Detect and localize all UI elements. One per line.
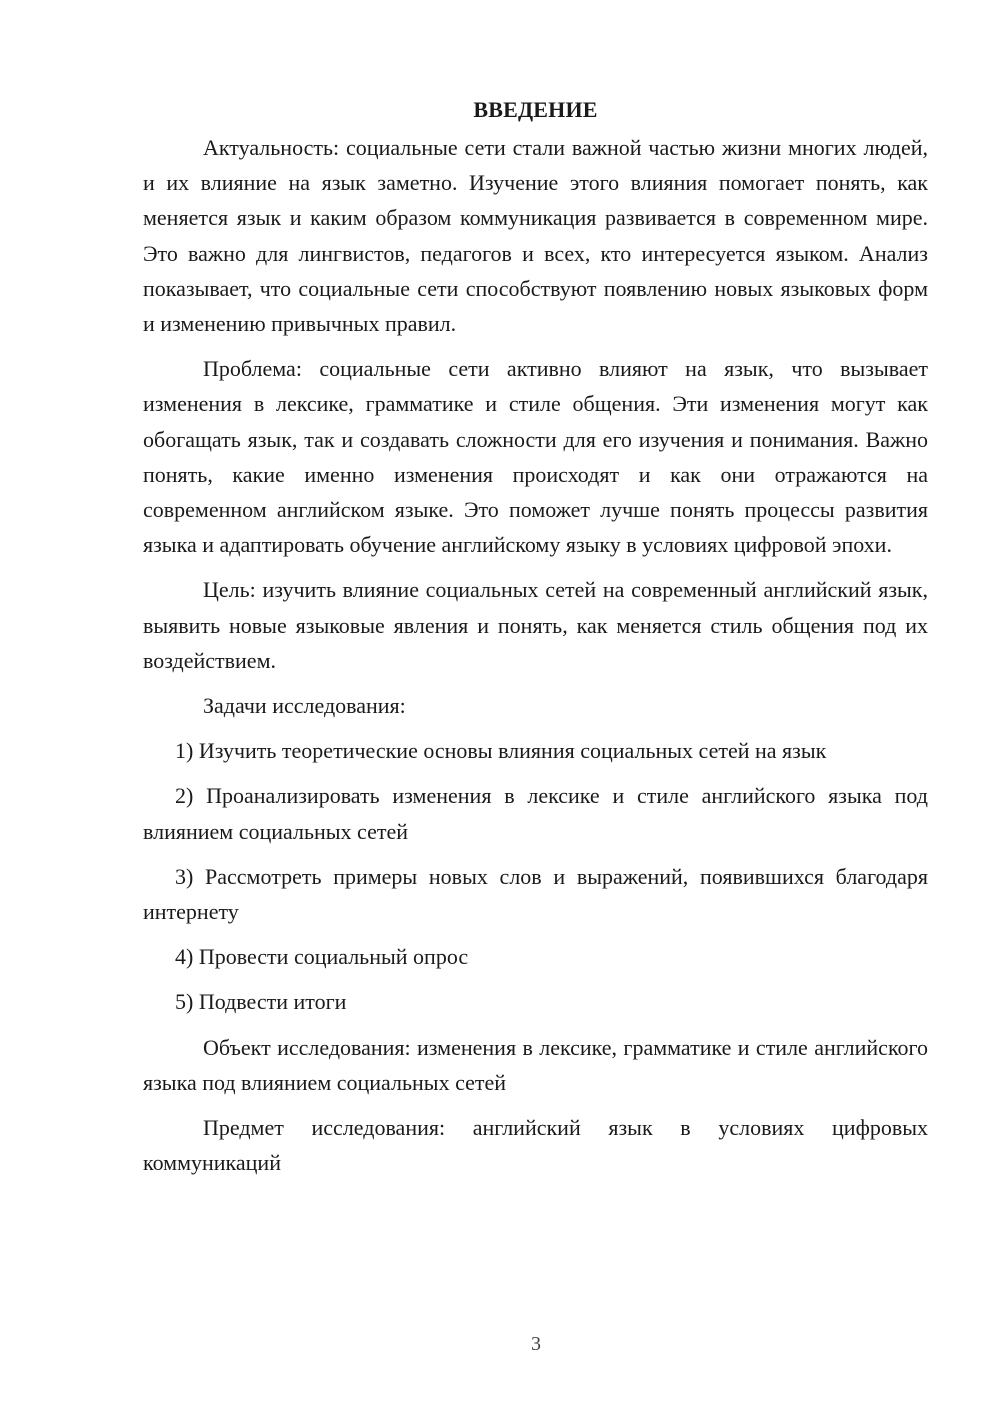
- relevance-paragraph: Актуальность: социальные сети стали важной частью жизни многих людей, и их влияние на язык заметно. Изучение этого влияния помогает понять, как меняется язык и каким образом коммуникация развивается в современном мире. Это важно для лингвистов, педагогов и всех, кто интересуется языком. Анализ показывает, что социальные сети способствуют появлению новых языковых форм и изменению привычных правил.: [143, 135, 928, 337]
- problem-paragraph: Проблема: социальные сети активно влияют на язык, что вызывает изменения в лексике, грамматике и стиле общения. Эти изменения могут как обогащать язык, так и создавать сложности для его изучения и понимания. Важно понять, какие именно изменения происходят и как они отражаются на современном английском языке. Это поможет лучше понять процессы развития языка и адаптировать обучение английскому языку в условиях цифровой эпохи.: [143, 356, 928, 558]
- task-item-3: 3) Рассмотреть примеры новых слов и выражений, появившихся благодаря интернету: [143, 863, 928, 925]
- tasks-list: [143, 733, 928, 1019]
- page-number: 3: [531, 1333, 541, 1355]
- task-item-4: 4) Провести социальный опрос: [175, 944, 469, 970]
- research-object-paragraph: Объект исследования: изменения в лексике, грамматике и стиле английского языка под влиянием социальных сетей: [143, 1034, 928, 1095]
- goal-paragraph: Цель: изучить влияние социальных сетей на современный английский язык, выявить новые языковые явления и понять, как меняется стиль общения под их воздействием.: [143, 577, 928, 673]
- task-item-5: 5) Подвести итоги: [175, 989, 347, 1015]
- research-subject-paragraph: Предмет исследования: английский язык в условиях цифровых коммуникаций: [143, 1115, 928, 1176]
- task-item-1: 1) Изучить теоретические основы влияния социальных сетей на язык: [175, 738, 827, 764]
- tasks-heading: Задачи исследования:: [203, 693, 406, 719]
- page-title: ВВЕДЕНИЕ: [473, 97, 598, 122]
- document-page: [143, 92, 928, 1190]
- task-item-2: 2) Проанализировать изменения в лексике и стиле английского языка под влиянием социальных сетей: [143, 783, 928, 844]
